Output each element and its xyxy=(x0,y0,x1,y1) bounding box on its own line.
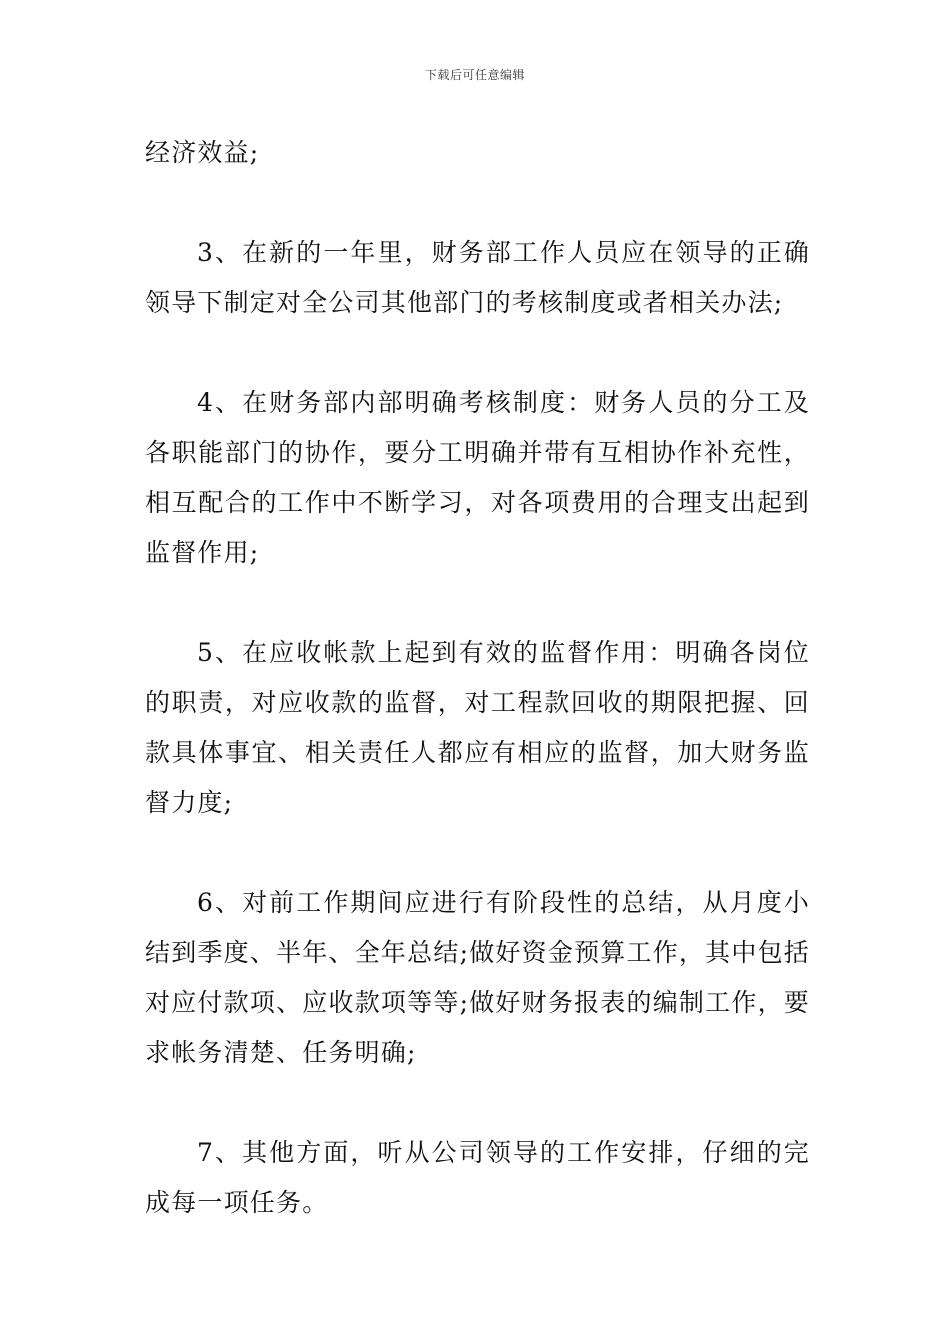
paragraph-continuation: 经济效益; xyxy=(145,138,260,167)
paragraph-item-3: 3、在新的一年里，财务部工作人员应在领导的正确领导下制定对全公司其他部门的考核制度或者相关办法; xyxy=(145,238,810,317)
document-body xyxy=(145,128,810,1228)
paragraph-item-7: 7、其他方面，听从公司领导的工作安排，仔细的完成每一项任务。 xyxy=(145,1138,810,1217)
paragraph-item-5: 5、在应收帐款上起到有效的监督作用：明确各岗位的职责，对应收款的监督，对工程款回收的期限把握、回款具体事宜、相关责任人都应有相应的监督，加大财务监督力度; xyxy=(145,638,810,817)
paragraph-item-6: 6、对前工作期间应进行有阶段性的总结，从月度小结到季度、半年、全年总结;做好资金预算工作，其中包括对应付款项、应收款项等等;做好财务报表的编制工作，要求帐务清楚、任务明确; xyxy=(145,888,810,1067)
page-header: 下载后可任意编辑 xyxy=(424,68,525,82)
paragraph-item-4: 4、在财务部内部明确考核制度：财务人员的分工及各职能部门的协作，要分工明确并带有互相协作补充性，相互配合的工作中不断学习，对各项费用的合理支出起到监督作用; xyxy=(145,388,810,567)
